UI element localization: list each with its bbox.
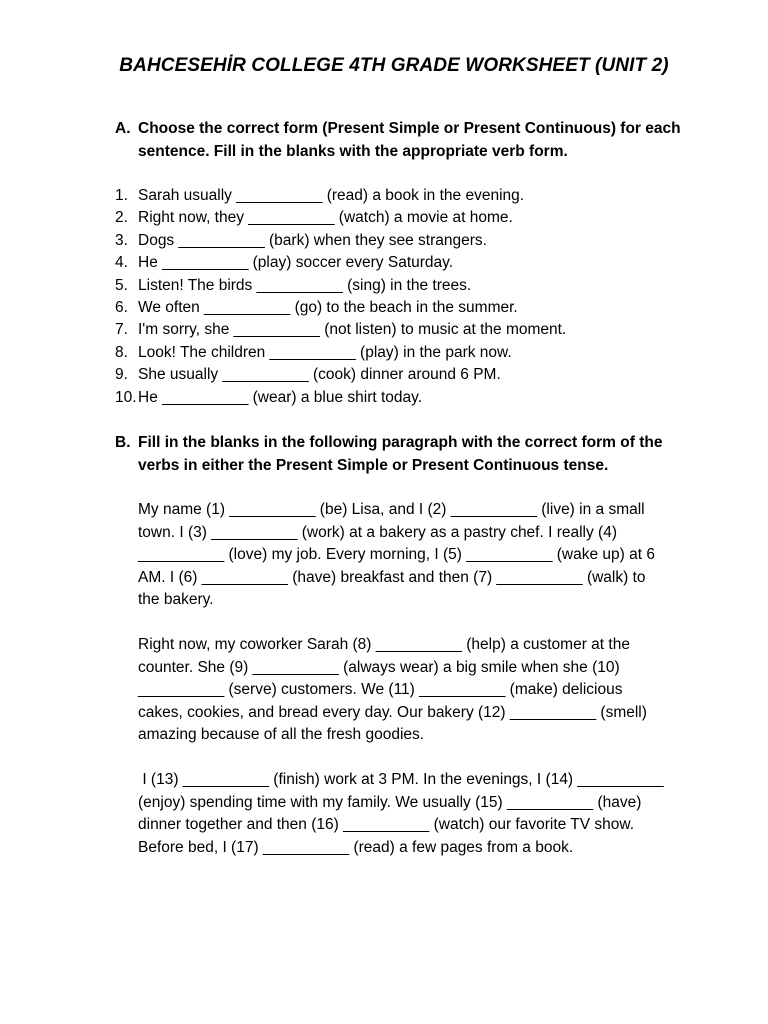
question-text: Right now, they __________ (watch) a movie at home. xyxy=(138,209,513,227)
question-number: 7. xyxy=(115,321,128,339)
section-b-paragraph-2-wrap xyxy=(115,634,670,747)
paragraph-2: Right now, my coworker Sarah (8) __________ (help) a customer at the counter. She (9) __________ (always wear) a big smile when she (10) __________ (serve) customers. We (11) __________ (make) delicious cakes, cookies, and bread every day. Our bakery (12) __________ (smell) amazing because of all the fresh goodies. xyxy=(138,636,647,743)
section-b-letter: B. xyxy=(115,434,131,451)
question-list xyxy=(115,185,685,409)
section-b-paragraph-3-wrap xyxy=(115,769,670,859)
question-item xyxy=(115,297,685,319)
question-number: 3. xyxy=(115,231,128,249)
section-a-questions xyxy=(115,185,685,409)
question-number: 5. xyxy=(115,276,128,294)
page-title: BAHCESEHİR COLLEGE 4TH GRADE WORKSHEET (UNIT 2) xyxy=(119,55,669,76)
question-number: 4. xyxy=(115,254,128,272)
question-number: 2. xyxy=(115,209,128,227)
question-item xyxy=(115,275,685,297)
question-text: She usually __________ (cook) dinner around 6 PM. xyxy=(138,366,501,384)
question-item xyxy=(115,207,685,229)
question-number: 8. xyxy=(115,343,128,361)
question-text: He __________ (play) soccer every Saturday. xyxy=(138,254,454,272)
question-text: Look! The children __________ (play) in the park now. xyxy=(138,343,512,361)
section-b-paragraph-1-wrap xyxy=(115,499,670,612)
question-text: Sarah usually __________ (read) a book in the evening. xyxy=(138,187,525,204)
paragraph-3: I (13) __________ (finish) work at 3 PM. In the evenings, I (14) __________ (enjoy) spending time with my family. We usually (15) __________ (have) dinner together and then (16) __________ (watch) our favorite TV show. Before bed, I (17) __________ (read) a few pages from a book. xyxy=(138,771,668,856)
question-text: Listen! The birds __________ (sing) in the trees. xyxy=(138,276,472,294)
question-text: I'm sorry, she __________ (not listen) to music at the moment. xyxy=(138,321,567,339)
question-item xyxy=(115,342,685,364)
section-b-instruction-text: Fill in the blanks in the following paragraph with the correct form of the verbs in either the Present Simple or Present Continuous tense. xyxy=(138,434,663,474)
question-item xyxy=(115,185,685,207)
question-item xyxy=(115,252,685,274)
question-number: 9. xyxy=(115,366,128,384)
paragraph-1: My name (1) __________ (be) Lisa, and I (2) __________ (live) in a small town. I (3) __________ (work) at a bakery as a pastry chef. I really (4) __________ (love) my job. Every morning, I (5) __________ (wake up) at 6 AM. I (6) __________ (have) breakfast and then (7) __________ (walk) to the bakery. xyxy=(138,501,655,608)
question-item xyxy=(115,387,685,409)
question-item xyxy=(115,319,685,341)
question-text: He __________ (wear) a blue shirt today. xyxy=(138,388,423,406)
section-b xyxy=(115,432,685,477)
question-number: 10. xyxy=(115,388,137,406)
section-b-instruction xyxy=(115,432,685,477)
question-item xyxy=(115,230,685,252)
question-text: Dogs __________ (bark) when they see strangers. xyxy=(138,231,487,249)
section-a-letter: A. xyxy=(115,120,131,137)
section-a-instruction xyxy=(115,118,685,163)
question-number: 1. xyxy=(115,187,128,204)
section-a xyxy=(115,118,685,163)
question-item xyxy=(115,364,685,386)
section-a-instruction-text: Choose the correct form (Present Simple or Present Continuous) for each sentence. Fill in the blanks with the appropriate verb form. xyxy=(138,120,681,160)
question-number: 6. xyxy=(115,299,128,317)
question-text: We often __________ (go) to the beach in the summer. xyxy=(138,299,518,317)
